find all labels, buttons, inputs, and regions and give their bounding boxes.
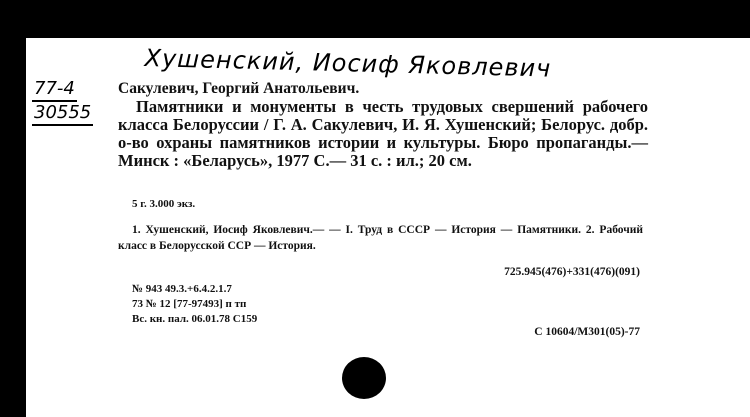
call-number: [32, 78, 93, 126]
catalog-meta: [132, 282, 257, 327]
card-id: С 10604/М301(05)-77: [534, 326, 640, 338]
description-text: Памятники и монументы в честь трудовых свершений рабочего класса Белоруссии / Г. А. Сакулевич, И. Я. Хушенский; Белорус. добр. о-во охраны памятников истории и культуры. Бюро пропаганды.— Минск : «Беларусь», 1977 С.— 31 с. : ил.; 20 см.: [118, 97, 648, 170]
subject-headings: [118, 222, 643, 254]
punch-hole: [342, 357, 386, 399]
meta-line: 73 № 12 [77-97493] п тп: [132, 298, 247, 310]
subjects-text: 1. Хушенский, Иосиф Яковлевич.— — I. Труд в СССР — История — Памятники. 2. Рабочий класс в Белорусской ССР — История.: [118, 224, 643, 252]
meta-line: Вс. кн. пал. 06.01.78 С159: [132, 313, 258, 325]
handwritten-name: Хушенский, Иосиф Яковлевич: [144, 44, 552, 83]
call-number-line1: 77-4: [32, 78, 77, 102]
call-number-line2: 30555: [32, 102, 93, 126]
author-heading: Сакулевич, Георгий Анатольевич.: [118, 80, 360, 97]
card-edge: [18, 36, 24, 417]
classification-code: 725.945(476)+331(476)(091): [504, 266, 640, 278]
print-run: 5 г. 3.000 экз.: [132, 198, 196, 210]
meta-line: № 943 49.3.+6.4.2.1.7: [132, 283, 232, 295]
bibliographic-description: [118, 98, 648, 170]
